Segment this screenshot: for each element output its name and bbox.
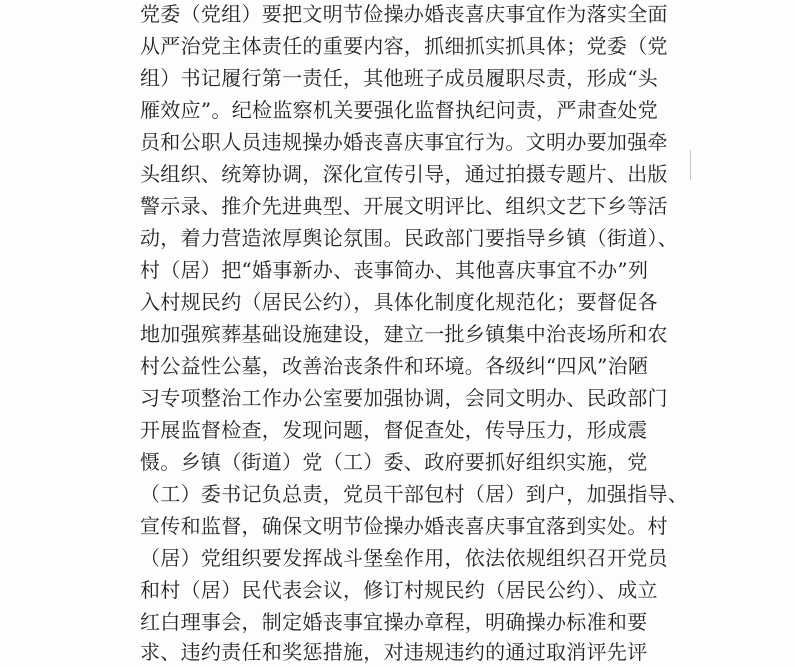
text-line-18: （居）党组织要发挥战斗堡垒作用，依法依规组织召开党员 — [140, 546, 668, 570]
text-line-10: 入村规民约（居民公约），具体化制度化规范化；要督促各 — [140, 290, 658, 314]
text-line-17: 宣传和监督，确保文明节俭操办婚丧喜庆事宜落到实处。村 — [140, 514, 668, 538]
text-line-8: 动，着力营造浓厚舆论氛围。民政部门要指导乡镇（街道）、 — [140, 226, 679, 250]
text-line-9: 村（居）把“婚事新办、丧事简办、其他喜庆事宜不办”列 — [140, 258, 649, 282]
text-line-20: 红白理事会，制定婚丧事宜操办章程，明确操办标准和要 — [140, 610, 648, 634]
text-line-1: 党委（党组）要把文明节俭操办婚丧喜庆事宜作为落实全面 — [140, 2, 668, 26]
text-line-12: 村公益性公墓，改善治丧条件和环境。各级纠“四风”治陋 — [140, 354, 649, 378]
text-line-6: 头组织、统筹协调，深化宣传引导，通过拍摄专题片、出版 — [140, 162, 668, 186]
text-line-4: 雁效应”。纪检监察机关要强化监督执纪问责，严肃查处党 — [140, 98, 659, 122]
text-line-2: 从严治党主体责任的重要内容，抓细抓实抓具体；党委（党 — [140, 34, 668, 58]
text-line-5: 员和公职人员违规操办婚丧喜庆事宜行为。文明办要加强牵 — [140, 130, 668, 154]
text-line-13: 习专项整治工作办公室要加强协调，会同文明办、民政部门 — [140, 386, 668, 410]
scan-artifact — [690, 150, 691, 180]
text-line-21: 求、违约责任和奖惩措施，对违规违约的通过取消评先评 — [140, 640, 648, 664]
text-line-11: 地加强殡葬基础设施建设，建立一批乡镇集中治丧场所和农 — [140, 322, 668, 346]
text-line-7: 警示录、推介先进典型、开展文明评比、组织文艺下乡等活 — [140, 194, 668, 218]
text-line-14: 开展监督检查，发现问题，督促查处，传导压力，形成震 — [140, 418, 648, 442]
text-line-3: 组）书记履行第一责任，其他班子成员履职尽责，形成“头 — [140, 66, 659, 90]
text-line-15: 慑。乡镇（街道）党（工）委、政府要抓好组织实施，党 — [140, 450, 648, 474]
text-line-16: （工）委书记负总责，党员干部包村（居）到户，加强指导、 — [140, 482, 689, 506]
text-line-19: 和村（居）民代表会议，修订村规民约（居民公约）、成立 — [140, 578, 658, 602]
